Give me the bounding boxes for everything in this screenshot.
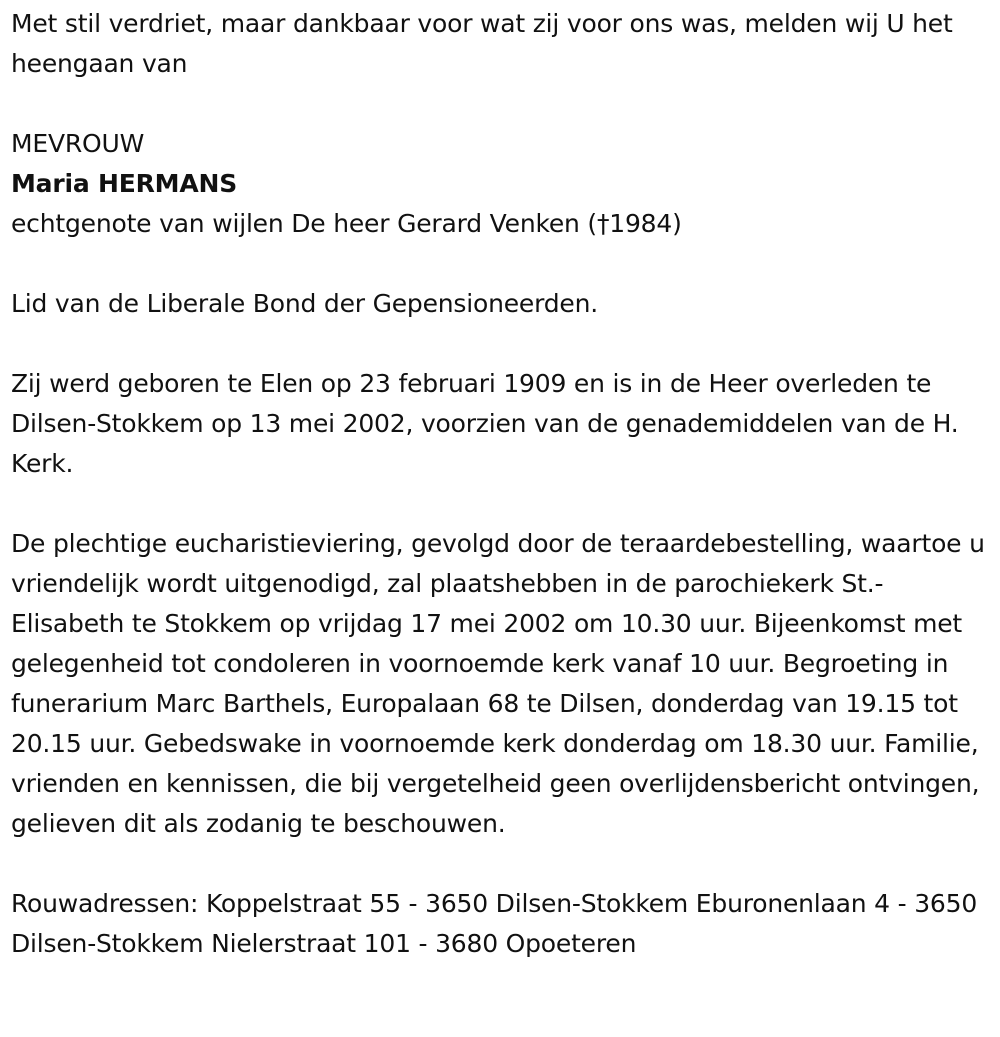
spacer	[11, 84, 991, 124]
death-notice	[11, 4, 991, 964]
deceased-name: Maria HERMANS	[11, 169, 238, 198]
birth-death-paragraph: Zij werd geboren te Elen op 23 februari 1909 en is in de Heer overleden te Dilsen-Stokkem op 13 mei 2002, voorzien van de genademiddelen van de H. Kerk.	[11, 369, 959, 478]
intro-text: Met stil verdriet, maar dankbaar voor wat zij voor ons was, melden wij U het heengaan van	[11, 9, 953, 78]
spacer	[11, 844, 991, 884]
spacer	[11, 484, 991, 524]
membership-line: Lid van de Liberale Bond der Gepensioneerden.	[11, 289, 598, 318]
addresses-paragraph: Rouwadressen: Koppelstraat 55 - 3650 Dilsen-Stokkem Eburonenlaan 4 - 3650 Dilsen-Stokkem Nielerstraat 101 - 3680 Opoeteren	[11, 889, 978, 958]
salutation: MEVROUW	[11, 129, 145, 158]
spacer	[11, 324, 991, 364]
spacer	[11, 244, 991, 284]
spouse-line: echtgenote van wijlen De heer Gerard Venken (†1984)	[11, 209, 682, 238]
ceremony-paragraph: De plechtige eucharistieviering, gevolgd door de teraardebestelling, waartoe u vriendelijk wordt uitgenodigd, zal plaatshebben in de parochiekerk St.-Elisabeth te Stokkem op vrijdag 17 mei 2002 om 10.30 uur. Bijeenkomst met gelegenheid tot condoleren in voornoemde kerk vanaf 10 uur. Begroeting in funerarium Marc Barthels, Europalaan 68 te Dilsen, donderdag van 19.15 tot 20.15 uur. Gebedswake in voornoemde kerk donderdag om 18.30 uur. Familie, vrienden en kennissen, die bij vergetelheid geen overlijdensbericht ontvingen, gelieven dit als zodanig te beschouwen.	[11, 529, 985, 838]
